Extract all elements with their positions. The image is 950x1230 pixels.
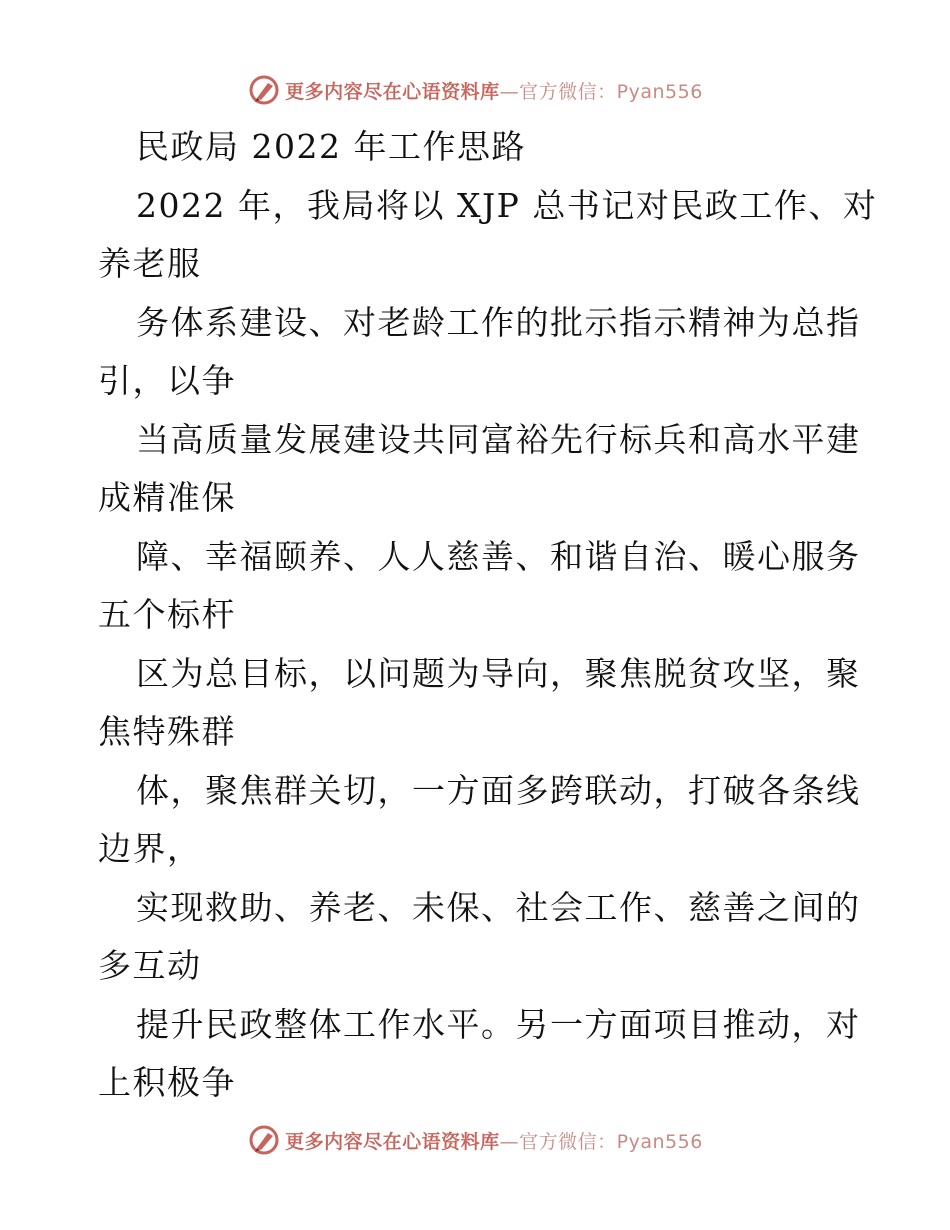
header-watermark-banner [0, 70, 950, 110]
paragraph-line: 体，聚焦群关切，一方面多跨联动，打破各条线 [136, 770, 861, 810]
paragraph-line: 障、幸福颐养、人人慈善、和谐自治、暖心服务 [136, 536, 861, 576]
banner-brand: 更多内容尽在心语资料库 [285, 1130, 500, 1153]
document-title: 民政局 2022 年工作思路 [136, 127, 526, 166]
pen-nib-logo-icon [247, 1123, 281, 1157]
paragraph-line: 成精准保 [98, 478, 236, 517]
banner-dash: — [499, 1130, 520, 1153]
banner-dash: — [499, 80, 520, 103]
document-body [98, 118, 878, 1113]
paragraph-line: 多互动 [98, 946, 202, 985]
paragraph-line: 引，以争 [98, 361, 236, 400]
paragraph-line: 务体系建设、对老龄工作的批示指示精神为总指 [136, 302, 861, 342]
banner-wechat: 官方微信：Pyan556 [519, 80, 703, 103]
paragraph-line: 上积极争 [98, 1063, 236, 1102]
paragraph-line: 提升民政整体工作水平。另一方面项目推动，对 [136, 1004, 861, 1044]
paragraph-line: 边界， [98, 829, 202, 868]
paragraph-line: 区为总目标，以问题为导向，聚焦脱贫攻坚，聚 [136, 653, 861, 693]
banner-brand: 更多内容尽在心语资料库 [285, 80, 500, 103]
footer-watermark-banner [0, 1120, 950, 1160]
paragraph-line: 养老服 [98, 244, 202, 283]
paragraph-line: 五个标杆 [98, 595, 236, 634]
banner-text [285, 77, 703, 104]
pen-nib-logo-icon [247, 73, 281, 107]
paragraph-line: 2022 年，我局将以 XJP 总书记对民政工作、对 [136, 185, 878, 225]
paragraph-line: 当高质量发展建设共同富裕先行标兵和高水平建 [136, 419, 861, 459]
banner-text [285, 1127, 703, 1154]
paragraph-line: 焦特殊群 [98, 712, 236, 751]
paragraph-line: 实现救助、养老、未保、社会工作、慈善之间的 [136, 887, 861, 927]
banner-wechat: 官方微信：Pyan556 [519, 1130, 703, 1153]
